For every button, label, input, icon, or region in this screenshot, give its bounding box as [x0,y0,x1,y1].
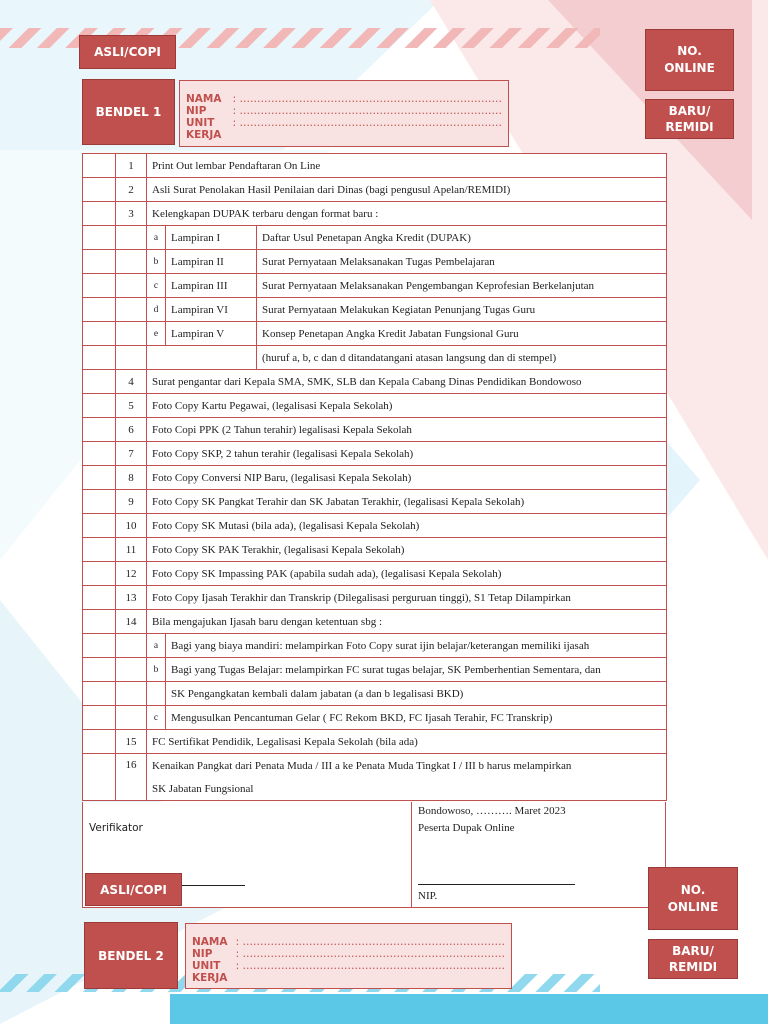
nama-label: NAMA [192,936,228,948]
nip-signature-label: NIP. [418,890,438,902]
item-number: 1 [116,154,147,178]
bendel-label-bottom: BENDEL 2 [84,922,178,989]
nip-label: NIP [186,105,207,117]
ijasah-text: Bagi yang biaya mandiri: melampirkan Foto Copy surat ijin belajar/keterangan memiliki ijasah [166,634,667,658]
checkbox-cell[interactable] [83,706,116,730]
table-row [83,490,667,514]
checkbox-cell[interactable] [83,538,116,562]
table-row [83,178,667,202]
unit-kerja-label: UNIT KERJA [192,960,228,984]
item-text: Foto Copy Ijasah Terakhir dan Transkrip (Dilegalisasi perguruan tinggi), S1 Tetap Dilampirkan [147,586,667,610]
lampiran-desc: Konsep Penetapan Angka Kredit Jabatan Fungsional Guru [257,322,667,346]
sub-letter: e [147,322,166,346]
empty-cell [116,346,147,370]
asli-copi-label: ASLI/COPI [79,35,176,69]
checkbox-cell[interactable] [83,322,116,346]
item-number: 15 [116,730,147,754]
nama-label: NAMA [186,93,222,105]
checkbox-cell[interactable] [83,178,116,202]
ijasah-text: Mengusulkan Pencantuman Gelar ( FC Rekom BKD, FC Ijasah Terahir, FC Transkrip) [166,706,667,730]
nip-label: NIP [192,948,213,960]
table-row [83,538,667,562]
bendel-label: BENDEL 1 [82,79,175,145]
no-online-label [645,29,734,91]
baru-remidi-label [645,99,734,139]
lampiran-name: Lampiran III [166,274,257,298]
item-number: 16 [116,754,147,801]
lampiran-name: Lampiran VI [166,298,257,322]
unit-kerja-field[interactable]: : ………………………………………………………………… [232,117,502,129]
ijasah-text: Bagi yang Tugas Belajar: melampirkan FC surat tugas belajar, SK Pemberhentian Sementara, dan [166,658,667,682]
identity-box-bottom [185,923,512,989]
checkbox-cell[interactable] [83,394,116,418]
item-number: 6 [116,418,147,442]
ijasah-row-cont [83,682,667,706]
checkbox-cell[interactable] [83,490,116,514]
table-row [83,466,667,490]
baru-remidi-line-1: BARU/ [672,944,714,958]
item-text: Kelengkapan DUPAK terbaru dengan format baru : [147,202,667,226]
item-text: Bila mengajukan Ijasah baru dengan ketentuan sbg : [147,610,667,634]
item-text: Surat pengantar dari Kepala SMA, SMK, SLB dan Kepala Cabang Dinas Pendidikan Bondowoso [147,370,667,394]
empty-cell [147,682,166,706]
checkbox-cell[interactable] [83,514,116,538]
empty-cell [147,346,257,370]
checklist-table [82,153,667,801]
ijasah-row [83,634,667,658]
nip-field[interactable]: : ………………………………………………………………… [235,948,505,960]
item-text: Foto Copy SK PAK Terakhir, (legalisasi Kepala Sekolah) [147,538,667,562]
peserta-signature-line[interactable] [418,884,575,885]
table-row [83,586,667,610]
no-online-line-2: ONLINE [667,899,719,914]
sub-letter: a [147,226,166,250]
item-number: 13 [116,586,147,610]
verifikator-signature-line[interactable] [181,885,245,886]
nip-row [192,948,505,960]
checkbox-cell[interactable] [83,226,116,250]
empty-cell [116,226,147,250]
lampiran-row [83,274,667,298]
no-online-line-1: NO. [677,44,702,58]
nama-row [186,93,502,105]
item-number: 2 [116,178,147,202]
peserta-label: Peserta Dupak Online [418,822,515,834]
empty-cell [116,274,147,298]
empty-cell [116,250,147,274]
checkbox-cell[interactable] [83,466,116,490]
item-number: 11 [116,538,147,562]
lampiran-name: Lampiran II [166,250,257,274]
baru-remidi-line-2: REMIDI [668,960,718,974]
lampiran-desc: Surat Pernyataan Melaksanakan Pengembangan Keprofesian Berkelanjutan [257,274,667,298]
no-online-line-2: ONLINE [664,61,715,75]
checkbox-cell[interactable] [83,274,116,298]
baru-remidi-line-1: BARU/ [668,104,711,118]
sub-letter: b [147,250,166,274]
identity-box [179,80,509,147]
checkbox-cell[interactable] [83,610,116,634]
table-row [83,514,667,538]
table-row [83,418,667,442]
lampiran-desc: Daftar Usul Penetapan Angka Kredit (DUPAK) [257,226,667,250]
lampiran-name: Lampiran V [166,322,257,346]
table-row [83,610,667,634]
checkbox-cell[interactable] [83,346,116,370]
signature-divider [411,802,412,907]
empty-cell [116,682,147,706]
sub-letter: d [147,298,166,322]
empty-cell [116,706,147,730]
sub-letter: b [147,658,166,682]
table-row [83,754,667,778]
sub-letter: a [147,634,166,658]
item-number: 5 [116,394,147,418]
baru-remidi-label-bottom [648,939,738,979]
checkbox-cell[interactable] [83,754,116,801]
item-number: 8 [116,466,147,490]
unit-kerja-row [186,117,502,141]
table-row [83,394,667,418]
checkbox-cell[interactable] [83,370,116,394]
item-text: Foto Copy SKP, 2 tahun terahir (legalisasi Kepala Sekolah) [147,442,667,466]
checkbox-cell[interactable] [83,418,116,442]
unit-kerja-row [192,960,505,984]
item-text: Foto Copy Conversi NIP Baru, (legalisasi Kepala Sekolah) [147,466,667,490]
place-date: Bondowoso, ………. Maret 2023 [418,805,566,817]
asli-copi-label-bottom: ASLI/COPI [85,873,182,906]
empty-cell [116,322,147,346]
sub-letter: c [147,274,166,298]
ijasah-row [83,658,667,682]
lampiran-note: (huruf a, b, c dan d ditandatangani atasan langsung dan di stempel) [257,346,667,370]
item-number: 12 [116,562,147,586]
item-number: 9 [116,490,147,514]
table-row [83,202,667,226]
item-text: Foto Copy Kartu Pegawai, (legalisasi Kepala Sekolah) [147,394,667,418]
table-row [83,370,667,394]
lampiran-desc: Surat Pernyataan Melakukan Kegiatan Penunjang Tugas Guru [257,298,667,322]
nama-field[interactable]: : ………………………………………………………………… [232,93,502,105]
nip-field[interactable]: : ………………………………………………………………… [232,105,502,117]
item-number: 3 [116,202,147,226]
lampiran-row [83,298,667,322]
table-row [83,442,667,466]
item-text: Asli Surat Penolakan Hasil Penilaian dari Dinas (bagi pengusul Apelan/REMIDI) [147,178,667,202]
checkbox-cell[interactable] [83,298,116,322]
checkbox-cell[interactable] [83,682,116,706]
checkbox-cell[interactable] [83,586,116,610]
table-row-cont [83,777,667,801]
ijasah-text-cont: SK Pengangkatan kembali dalam jabatan (a dan b legalisasi BKD) [166,682,667,706]
verifikator-label: Verifikator [89,822,143,834]
nama-row [192,936,505,948]
item-text: Kenaikan Pangkat dari Penata Muda / III a ke Penata Muda Tingkat I / III b harus melampirkan [147,754,667,778]
empty-cell [116,298,147,322]
table-row [83,730,667,754]
lampiran-row [83,226,667,250]
nip-row [186,105,502,117]
unit-kerja-label: UNIT KERJA [186,117,222,141]
table-row [83,154,667,178]
checkbox-cell[interactable] [83,250,116,274]
item-number: 4 [116,370,147,394]
item-text: Foto Copy SK Mutasi (bila ada), (legalisasi Kepala Sekolah) [147,514,667,538]
item-text: Foto Copy SK Pangkat Terahir dan SK Jabatan Terakhir, (legalisasi Kepala Sekolah) [147,490,667,514]
no-online-line-1: NO. [680,882,706,897]
lampiran-name: Lampiran I [166,226,257,250]
item-text-cont: SK Jabatan Fungsional [147,777,667,801]
item-text: Foto Copy SK Impassing PAK (apabila sudah ada), (legalisasi Kepala Sekolah) [147,562,667,586]
checkbox-cell[interactable] [83,658,116,682]
empty-cell [116,658,147,682]
checkbox-cell[interactable] [83,562,116,586]
item-number: 7 [116,442,147,466]
table-row [83,562,667,586]
item-text: Foto Copi PPK (2 Tahun terahir) legalisasi Kepala Sekolah [147,418,667,442]
item-text: FC Sertifikat Pendidik, Legalisasi Kepala Sekolah (bila ada) [147,730,667,754]
checkbox-cell[interactable] [83,154,116,178]
ijasah-row [83,706,667,730]
lampiran-note-row [83,346,667,370]
lampiran-desc: Surat Pernyataan Melaksanakan Tugas Pembelajaran [257,250,667,274]
checkbox-cell[interactable] [83,202,116,226]
empty-cell [116,634,147,658]
item-number: 10 [116,514,147,538]
baru-remidi-line-2: REMIDI [665,120,714,134]
lampiran-row [83,250,667,274]
checkbox-cell[interactable] [83,634,116,658]
checkbox-cell[interactable] [83,442,116,466]
item-text: Print Out lembar Pendaftaran On Line [147,154,667,178]
sub-letter: c [147,706,166,730]
checkbox-cell[interactable] [83,730,116,754]
item-number: 14 [116,610,147,634]
no-online-label-bottom [648,867,738,930]
nama-field[interactable]: : ………………………………………………………………… [235,936,505,948]
unit-kerja-field[interactable]: : ………………………………………………………………… [235,960,505,972]
lampiran-row [83,322,667,346]
